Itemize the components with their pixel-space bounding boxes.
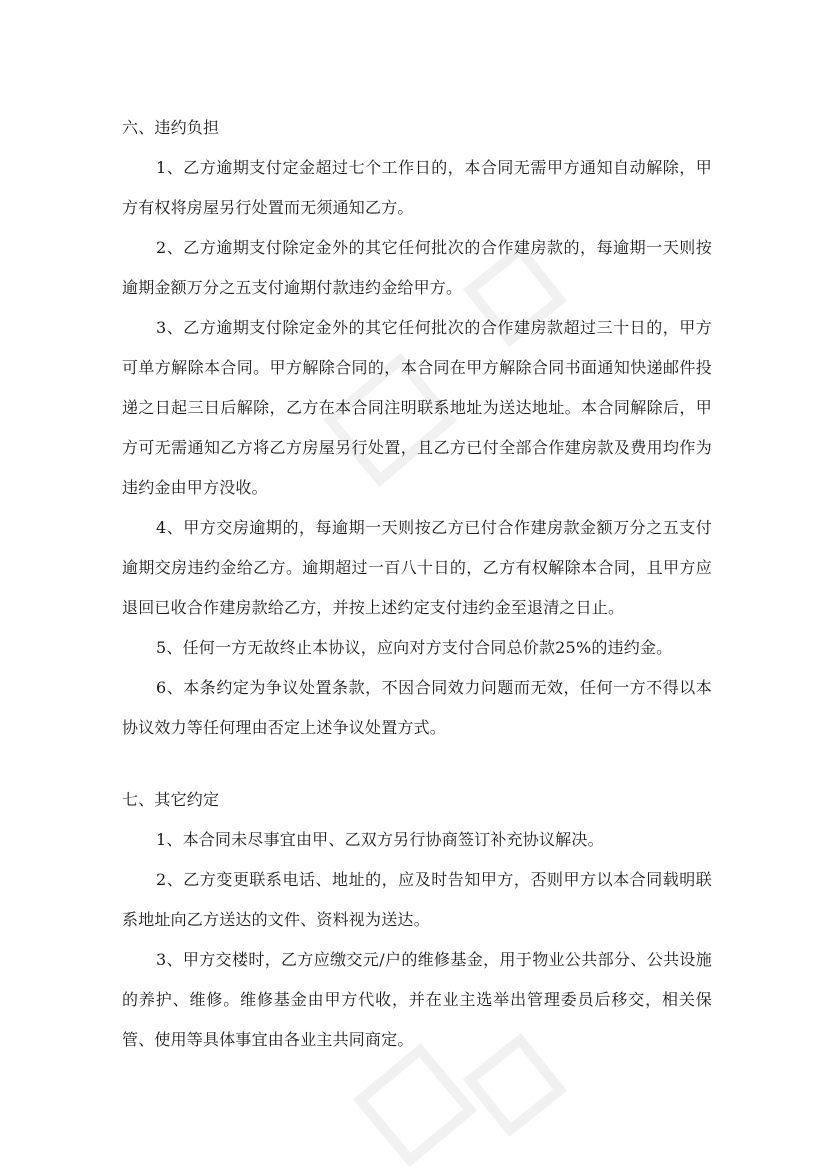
paragraph: 6、本条约定为争议处置条款，不因合同效力问题而无效，任何一方不得以本协议效力等任何理由否定上述争议处置方式。 (122, 678, 712, 737)
section-title: 七、其它约定 (122, 790, 220, 809)
paragraph: 3、乙方逾期支付除定金外的其它任何批次的合作建房款超过三十日的，甲方可单方解除本合同。甲方解除合同的，本合同在甲方解除合同书面通知快递邮件投递之日起三日后解除，乙方在本合同注明联系地址为送达地址。本合同解除后，甲方可无需通知乙方将乙方房屋另行处置，且乙方已付全部合作建房款及费用均作为违约金由甲方没收。 (122, 318, 712, 497)
section-title: 六、违约负担 (122, 118, 220, 137)
section-other (122, 780, 712, 1060)
document-body (122, 108, 712, 1060)
paragraph: 1、乙方逾期支付定金超过七个工作日的，本合同无需甲方通知自动解除，甲方有权将房屋另行处置而无须通知乙方。 (122, 158, 712, 217)
paragraph: 2、乙方逾期支付除定金外的其它任何批次的合作建房款的，每逾期一天则按逾期金额万分之五支付逾期付款违约金给甲方。 (122, 238, 712, 297)
paragraph: 5、任何一方无故终止本协议，应向对方支付合同总价款25%的违约金。 (156, 638, 673, 657)
paragraph: 3、甲方交楼时，乙方应缴交元/户的维修基金，用于物业公共部分、公共设施的养护、维修。维修基金由甲方代收，并在业主选举出管理委员后移交，相关保管、使用等具体事宜由各业主共同商定。 (122, 950, 712, 1049)
paragraph: 4、甲方交房逾期的，每逾期一天则按乙方已付合作建房款金额万分之五支付逾期交房违约金给乙方。逾期超过一百八十日的，乙方有权解除本合同，且甲方应退回已收合作建房款给乙方，并按上述约定支付违约金至退清之日止。 (122, 518, 712, 617)
section-breach (122, 108, 712, 748)
paragraph: 1、本合同未尽事宜由甲、乙双方另行协商签订补充协议解决。 (156, 830, 604, 849)
section-spacer (122, 748, 712, 780)
paragraph: 2、乙方变更联系电话、地址的，应及时告知甲方，否则甲方以本合同载明联系地址向乙方送达的文件、资料视为送达。 (122, 870, 712, 929)
